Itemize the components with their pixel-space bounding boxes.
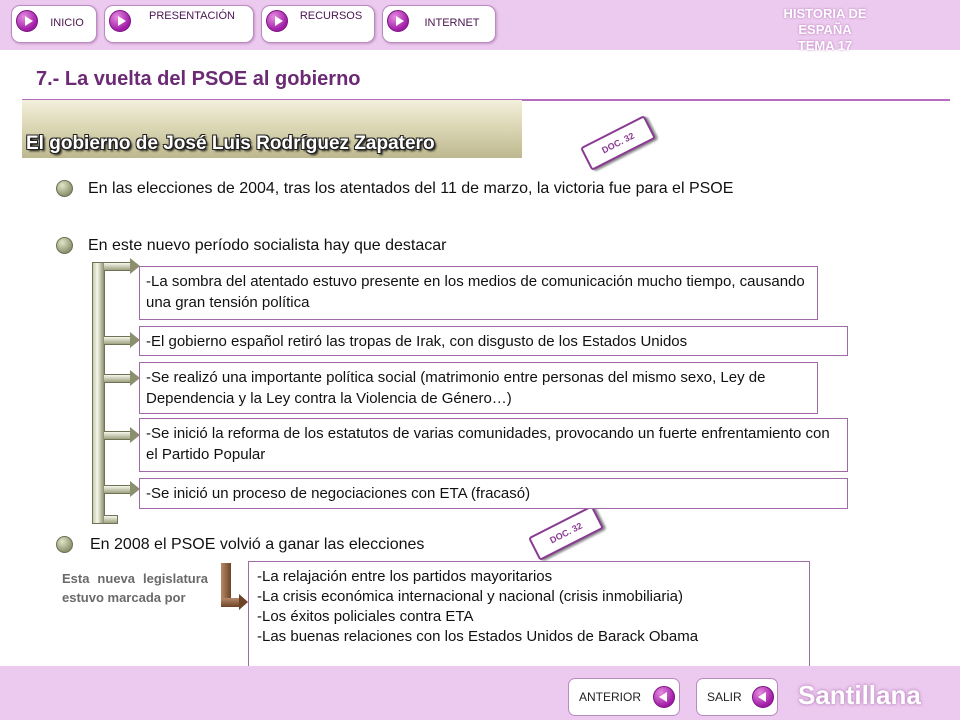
legislatura-item: -La relajación entre los partidos mayoritarios — [257, 568, 553, 585]
bullet-text-periodo: En este nuevo período socialista hay que destacar — [88, 237, 447, 254]
salir-label: SALIR — [707, 690, 742, 704]
period-item-irak: -El gobierno español retiró las tropas de Irak, con disgusto de los Estados Unidos — [139, 326, 848, 356]
nav-presentacion-label: PRESENTACIÓN — [149, 10, 235, 22]
bracket-arm — [104, 262, 132, 271]
bracket-arm — [104, 515, 118, 524]
bracket-arm — [104, 374, 132, 383]
course-title — [760, 6, 890, 54]
nav-internet-button[interactable] — [382, 5, 496, 43]
period-item-eta: -Se inició un proceso de negociaciones con ETA (fracasó) — [139, 478, 848, 509]
period-item-estatutos: -Se inició la reforma de los estatutos de varias comunidades, provocando un fuerte enfrentamiento con el Partido Popular — [139, 418, 848, 472]
section-banner — [22, 100, 522, 158]
legislatura-list — [248, 561, 810, 682]
nav-inicio-button[interactable] — [11, 5, 97, 43]
play-arrow-icon — [387, 10, 409, 32]
bracket-arm — [104, 431, 132, 440]
bullet-icon — [56, 536, 73, 553]
nav-presentacion-button[interactable] — [104, 5, 254, 43]
l-arrow-connector-arm — [221, 598, 241, 607]
bracket-arm — [104, 336, 132, 345]
section-banner-text: El gobierno de José Luis Rodríguez Zapatero — [26, 133, 435, 154]
bullet-text-2004: En las elecciones de 2004, tras los atentados del 11 de marzo, la victoria fue para el PSOE — [88, 180, 734, 197]
legislatura-label: Esta nueva legislatura estuvo marcada por — [62, 571, 208, 605]
bullet-icon — [56, 237, 73, 254]
play-arrow-icon — [16, 10, 38, 32]
nav-recursos-button[interactable] — [261, 5, 375, 43]
nav-recursos-label: RECURSOS — [299, 10, 363, 22]
back-arrow-icon — [752, 686, 774, 708]
arrow-right-icon — [239, 594, 248, 610]
bullet-icon — [56, 180, 73, 197]
bullet-text-2008: En 2008 el PSOE volvió a ganar las elecciones — [90, 536, 425, 553]
period-item-atentado: -La sombra del atentado estuvo presente en los medios de comunicación mucho tiempo, causando una gran tensión política — [139, 266, 818, 320]
legislatura-item: -Los éxitos policiales contra ETA — [257, 608, 474, 625]
anterior-label: ANTERIOR — [579, 690, 642, 704]
bracket-arm — [104, 485, 132, 494]
legislatura-item: -Las buenas relaciones con los Estados Unidos de Barack Obama — [257, 628, 699, 645]
brand-logo: Santillana — [798, 680, 921, 710]
legislatura-item: -La crisis económica internacional y nacional (crisis inmobiliaria) — [257, 588, 683, 605]
back-arrow-icon — [653, 686, 675, 708]
nav-internet-label: INTERNET — [424, 17, 480, 29]
play-arrow-icon — [266, 10, 288, 32]
course-title-line2: TEMA 17 — [797, 38, 853, 53]
play-arrow-icon — [109, 10, 131, 32]
anterior-button[interactable] — [568, 678, 680, 716]
salir-button[interactable] — [696, 678, 778, 716]
doc-32-link-1[interactable]: DOC. 32 — [580, 115, 656, 171]
doc-32-link-2[interactable]: DOC. 32 — [528, 505, 604, 561]
course-title-line1: HISTORIA DE ESPAÑA — [783, 6, 867, 37]
page-title: 7.- La vuelta del PSOE al gobierno — [36, 68, 361, 90]
period-item-politica-social: -Se realizó una importante política social (matrimonio entre personas del mismo sexo, Ley de Dependencia y la Ley contra la Violencia de Género…) — [139, 362, 818, 414]
nav-inicio-label: INICIO — [50, 17, 84, 29]
